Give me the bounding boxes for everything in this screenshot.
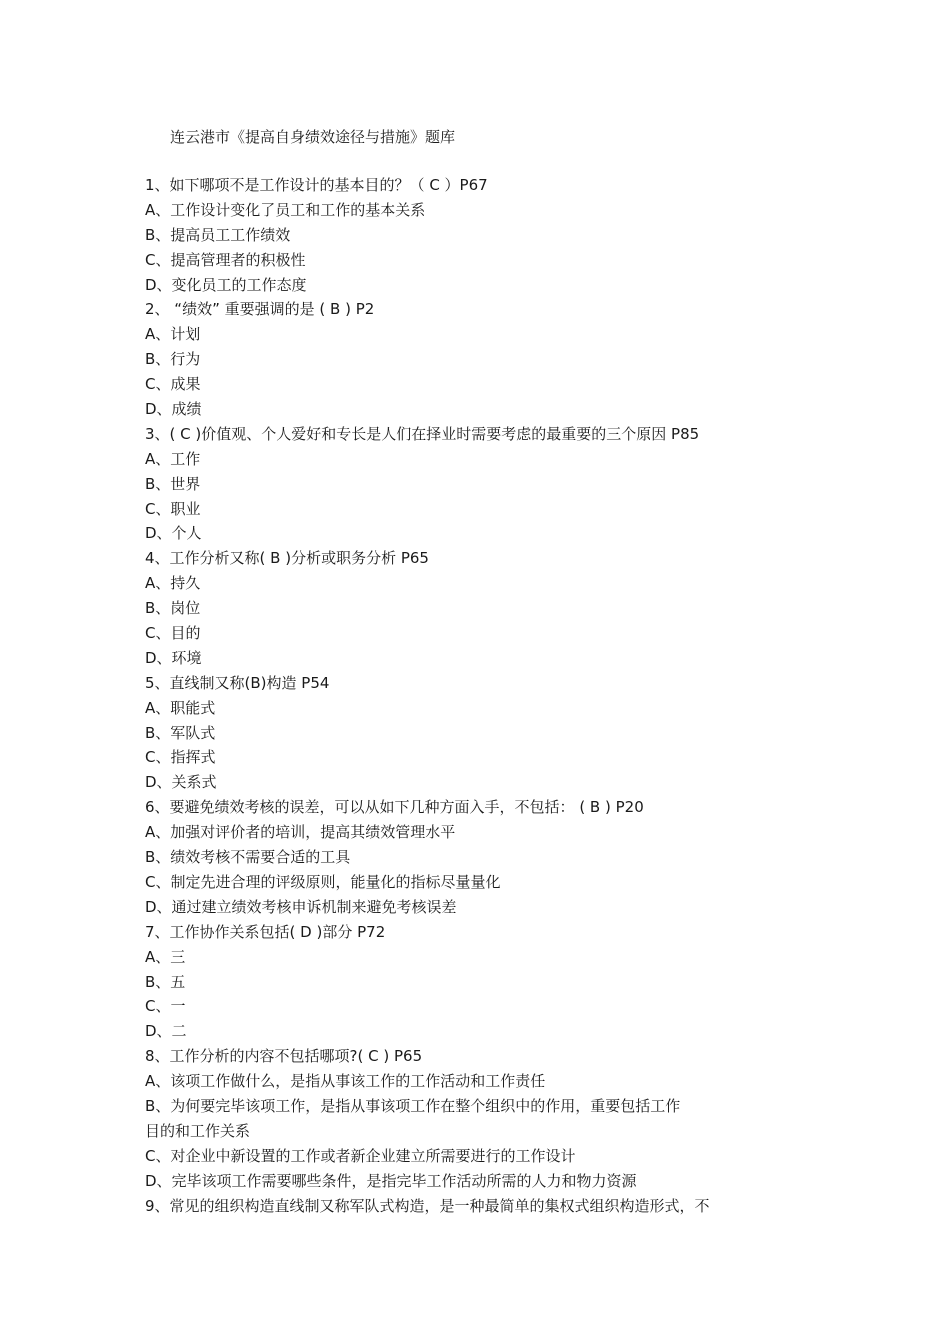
text-line: B、岗位	[145, 599, 201, 618]
text-line: C、提高管理者的积极性	[145, 250, 306, 269]
text-line: 3、( C )价值观、个人爱好和专长是人们在择业时需要考虑的最重要的三个原因 P85	[145, 424, 700, 443]
text-line: D、个人	[145, 524, 202, 543]
text-line: D、关系式	[145, 773, 217, 792]
text-line: B、军队式	[145, 723, 216, 742]
text-line: C、职业	[145, 499, 201, 518]
text-line: B、为何要完毕该项工作，是指从事该项工作在整个组织中的作用，重要包括工作	[145, 1096, 681, 1115]
text-line: 2、 “绩效” 重要强调的是 ( B ) P2	[145, 300, 375, 319]
text-line: D、环境	[145, 648, 202, 667]
text-line: D、变化员工的工作态度	[145, 275, 307, 294]
document-body	[145, 173, 795, 1218]
text-line: A、工作	[145, 449, 201, 468]
text-line: 5、直线制又称(B)构造 P54	[145, 673, 330, 692]
text-line: 目的和工作关系	[145, 1121, 251, 1140]
text-line: C、成果	[145, 375, 201, 394]
text-line: 8、工作分析的内容不包括哪项?( C ) P65	[145, 1047, 423, 1066]
text-line: C、指挥式	[145, 748, 216, 767]
text-line: C、制定先进合理的评级原则，能量化的指标尽量量化	[145, 872, 501, 891]
text-line: A、计划	[145, 325, 201, 344]
text-line: C、目的	[145, 624, 201, 643]
text-line: A、持久	[145, 574, 201, 593]
text-line: B、行为	[145, 350, 201, 369]
document-title: 连云港市《提高自身绩效途径与措施》题库	[170, 128, 456, 146]
text-line: C、一	[145, 997, 186, 1016]
text-line: 1、如下哪项不是工作设计的基本目的？（ C ）P67	[145, 176, 488, 194]
text-line: 9、常见的组织构造直线制又称军队式构造，是一种最简单的集权式组织构造形式，不	[145, 1196, 710, 1215]
text-line: 7、工作协作关系包括( D )部分 P72	[145, 922, 386, 941]
text-line: B、世界	[145, 474, 201, 493]
text-line: A、该项工作做什么，是指从事该工作的工作活动和工作责任	[145, 1072, 546, 1091]
text-line: 6、要避免绩效考核的误差，可以从如下几种方面入手，不包括： ( B ) P20	[145, 798, 644, 817]
text-line: A、三	[145, 947, 186, 966]
text-line: 4、工作分析又称( B )分析或职务分析 P65	[145, 549, 429, 568]
text-line: D、成绩	[145, 400, 202, 419]
text-line: B、五	[145, 972, 186, 991]
text-line: B、提高员工工作绩效	[145, 225, 291, 244]
text-line: C、对企业中新设置的工作或者新企业建立所需要进行的工作设计	[145, 1146, 576, 1165]
text-line: A、职能式	[145, 698, 216, 717]
text-line: D、二	[145, 1022, 187, 1041]
text-line: A、加强对评价者的培训，提高其绩效管理水平	[145, 823, 456, 842]
text-line: A、工作设计变化了员工和工作的基本关系	[145, 200, 426, 219]
text-line: B、绩效考核不需要合适的工具	[145, 848, 351, 867]
text-line: D、完毕该项工作需要哪些条件，是指完毕工作活动所需的人力和物力资源	[145, 1171, 637, 1190]
text-line: D、通过建立绩效考核申诉机制来避免考核误差	[145, 897, 457, 916]
